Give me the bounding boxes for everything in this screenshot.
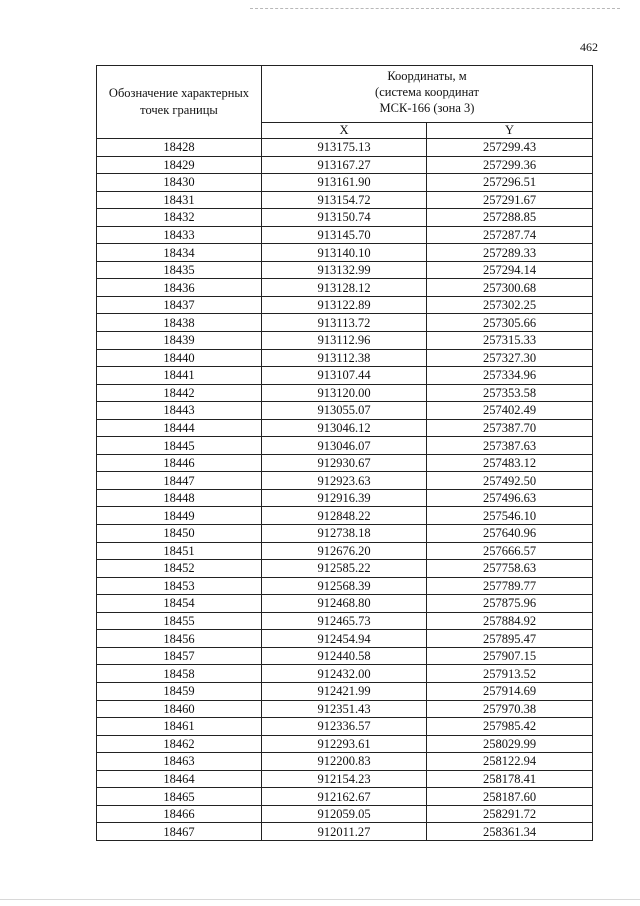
point-id-cell: 18456	[97, 630, 262, 648]
x-coordinate-cell: 912916.39	[262, 489, 427, 507]
x-coordinate-cell: 912585.22	[262, 560, 427, 578]
y-coordinate-cell: 258361.34	[427, 823, 593, 841]
point-id-cell: 18446	[97, 454, 262, 472]
table-row	[97, 191, 593, 209]
point-id-cell: 18462	[97, 735, 262, 753]
y-coordinate-cell: 257666.57	[427, 542, 593, 560]
x-coordinate-cell: 913112.38	[262, 349, 427, 367]
y-coordinate-cell: 257985.42	[427, 718, 593, 736]
x-coordinate-cell: 912351.43	[262, 700, 427, 718]
y-coordinate-cell: 257907.15	[427, 647, 593, 665]
table-row	[97, 577, 593, 595]
x-coordinate-cell: 912200.83	[262, 753, 427, 771]
table-row	[97, 174, 593, 192]
point-id-cell: 18455	[97, 612, 262, 630]
table-row	[97, 139, 593, 157]
table-row	[97, 156, 593, 174]
y-coordinate-cell: 257387.70	[427, 419, 593, 437]
x-coordinate-cell: 912923.63	[262, 472, 427, 490]
x-coordinate-cell: 913046.12	[262, 419, 427, 437]
table-row	[97, 209, 593, 227]
x-coordinate-cell: 913046.07	[262, 437, 427, 455]
x-coordinate-cell: 912738.18	[262, 525, 427, 543]
point-id-cell: 18447	[97, 472, 262, 490]
y-coordinate-cell: 257296.51	[427, 174, 593, 192]
x-coordinate-cell: 913107.44	[262, 367, 427, 385]
y-coordinate-cell: 257327.30	[427, 349, 593, 367]
table-row	[97, 612, 593, 630]
y-coordinate-cell: 257300.68	[427, 279, 593, 297]
table-row	[97, 507, 593, 525]
y-coordinate-cell: 258178.41	[427, 770, 593, 788]
x-coordinate-cell: 912162.67	[262, 788, 427, 806]
point-id-cell: 18458	[97, 665, 262, 683]
x-coordinate-cell: 912432.00	[262, 665, 427, 683]
y-coordinate-cell: 257402.49	[427, 402, 593, 420]
x-coordinate-cell: 912059.05	[262, 805, 427, 823]
y-coordinate-cell: 257640.96	[427, 525, 593, 543]
x-coordinate-cell: 912154.23	[262, 770, 427, 788]
point-id-cell: 18439	[97, 332, 262, 350]
x-coordinate-cell: 912011.27	[262, 823, 427, 841]
bottom-scan-edge	[0, 899, 640, 900]
y-coordinate-cell: 257758.63	[427, 560, 593, 578]
table-row	[97, 226, 593, 244]
y-coordinate-cell: 257387.63	[427, 437, 593, 455]
x-coordinate-cell: 913113.72	[262, 314, 427, 332]
page-number: 462	[580, 40, 598, 54]
point-id-cell: 18459	[97, 682, 262, 700]
point-id-cell: 18434	[97, 244, 262, 262]
table-row	[97, 489, 593, 507]
x-coordinate-cell: 912468.80	[262, 595, 427, 613]
table-header	[97, 66, 593, 139]
x-coordinate-cell: 913122.89	[262, 296, 427, 314]
point-id-cell: 18430	[97, 174, 262, 192]
y-coordinate-cell: 258122.94	[427, 753, 593, 771]
y-coordinate-cell: 257483.12	[427, 454, 593, 472]
y-coordinate-cell: 257895.47	[427, 630, 593, 648]
table-body	[97, 139, 593, 841]
point-label-header: Обозначение характерных точек границы	[97, 66, 262, 139]
y-coordinate-cell: 257305.66	[427, 314, 593, 332]
y-coordinate-cell: 257353.58	[427, 384, 593, 402]
boundary-coordinates-table	[96, 65, 593, 841]
table-row	[97, 419, 593, 437]
table-row	[97, 647, 593, 665]
x-coordinate-cell: 913145.70	[262, 226, 427, 244]
table-row	[97, 244, 593, 262]
x-coordinate-cell: 912454.94	[262, 630, 427, 648]
point-id-cell: 18452	[97, 560, 262, 578]
y-coordinate-cell: 257789.77	[427, 577, 593, 595]
table-row	[97, 349, 593, 367]
x-coordinate-cell: 913150.74	[262, 209, 427, 227]
y-coordinate-cell: 257291.67	[427, 191, 593, 209]
coordinates-header	[262, 66, 593, 123]
point-id-cell: 18454	[97, 595, 262, 613]
top-scan-line	[250, 8, 620, 9]
y-coordinate-cell: 257914.69	[427, 682, 593, 700]
table-row	[97, 735, 593, 753]
coordinates-table-container	[96, 65, 592, 841]
point-id-cell: 18464	[97, 770, 262, 788]
x-coordinate-cell: 913175.13	[262, 139, 427, 157]
point-id-cell: 18428	[97, 139, 262, 157]
table-row	[97, 261, 593, 279]
point-id-cell: 18451	[97, 542, 262, 560]
y-coordinate-cell: 257299.43	[427, 139, 593, 157]
point-id-cell: 18431	[97, 191, 262, 209]
table-row	[97, 770, 593, 788]
coordinates-title-line-1: Координаты, м	[387, 69, 467, 83]
point-id-cell: 18460	[97, 700, 262, 718]
table-row	[97, 437, 593, 455]
point-id-cell: 18438	[97, 314, 262, 332]
point-id-cell: 18429	[97, 156, 262, 174]
point-id-cell: 18463	[97, 753, 262, 771]
point-id-cell: 18440	[97, 349, 262, 367]
x-coordinate-cell: 912293.61	[262, 735, 427, 753]
x-coordinate-cell: 913112.96	[262, 332, 427, 350]
point-id-cell: 18443	[97, 402, 262, 420]
x-coordinate-cell: 912465.73	[262, 612, 427, 630]
y-coordinate-cell: 257315.33	[427, 332, 593, 350]
table-row	[97, 682, 593, 700]
table-row	[97, 402, 593, 420]
point-id-cell: 18465	[97, 788, 262, 806]
header-row-main	[97, 66, 593, 123]
point-id-cell: 18436	[97, 279, 262, 297]
point-id-cell: 18449	[97, 507, 262, 525]
table-row	[97, 753, 593, 771]
y-coordinate-cell: 257875.96	[427, 595, 593, 613]
x-coordinate-cell: 913167.27	[262, 156, 427, 174]
x-coordinate-cell: 912336.57	[262, 718, 427, 736]
table-row	[97, 700, 593, 718]
x-coordinate-cell: 912930.67	[262, 454, 427, 472]
y-coordinate-cell: 258187.60	[427, 788, 593, 806]
table-row	[97, 665, 593, 683]
y-coordinate-cell: 257334.96	[427, 367, 593, 385]
table-row	[97, 332, 593, 350]
y-coordinate-cell: 257492.50	[427, 472, 593, 490]
y-coordinate-cell: 257546.10	[427, 507, 593, 525]
point-id-cell: 18461	[97, 718, 262, 736]
x-coordinate-cell: 912421.99	[262, 682, 427, 700]
table-row	[97, 472, 593, 490]
y-coordinate-cell: 257302.25	[427, 296, 593, 314]
table-row	[97, 279, 593, 297]
point-id-cell: 18441	[97, 367, 262, 385]
x-coordinate-cell: 913161.90	[262, 174, 427, 192]
coordinates-title-line-2: (система координат	[375, 85, 479, 99]
x-coordinate-cell: 913055.07	[262, 402, 427, 420]
point-id-cell: 18432	[97, 209, 262, 227]
y-coordinate-cell: 257496.63	[427, 489, 593, 507]
x-coordinate-cell: 913128.12	[262, 279, 427, 297]
point-id-cell: 18433	[97, 226, 262, 244]
y-coordinate-cell: 257287.74	[427, 226, 593, 244]
y-coordinate-cell: 257299.36	[427, 156, 593, 174]
point-id-cell: 18435	[97, 261, 262, 279]
y-coordinate-cell: 257884.92	[427, 612, 593, 630]
x-column-header: X	[262, 123, 427, 139]
table-row	[97, 454, 593, 472]
point-id-cell: 18442	[97, 384, 262, 402]
point-id-cell: 18437	[97, 296, 262, 314]
table-row	[97, 823, 593, 841]
x-coordinate-cell: 912848.22	[262, 507, 427, 525]
point-id-cell: 18448	[97, 489, 262, 507]
table-row	[97, 718, 593, 736]
table-row	[97, 367, 593, 385]
y-coordinate-cell: 258029.99	[427, 735, 593, 753]
table-row	[97, 805, 593, 823]
table-row	[97, 314, 593, 332]
y-coordinate-cell: 257294.14	[427, 261, 593, 279]
y-column-header: Y	[427, 123, 593, 139]
point-id-cell: 18445	[97, 437, 262, 455]
x-coordinate-cell: 913140.10	[262, 244, 427, 262]
x-coordinate-cell: 912568.39	[262, 577, 427, 595]
table-row	[97, 595, 593, 613]
point-id-cell: 18444	[97, 419, 262, 437]
point-id-cell: 18467	[97, 823, 262, 841]
point-id-cell: 18450	[97, 525, 262, 543]
table-row	[97, 384, 593, 402]
x-coordinate-cell: 913132.99	[262, 261, 427, 279]
x-coordinate-cell: 913154.72	[262, 191, 427, 209]
x-coordinate-cell: 912676.20	[262, 542, 427, 560]
coordinates-title-line-3: МСК-166 (зона 3)	[379, 101, 475, 115]
point-id-cell: 18466	[97, 805, 262, 823]
y-coordinate-cell: 257288.85	[427, 209, 593, 227]
y-coordinate-cell: 257970.38	[427, 700, 593, 718]
table-row	[97, 630, 593, 648]
table-row	[97, 560, 593, 578]
x-coordinate-cell: 913120.00	[262, 384, 427, 402]
table-row	[97, 542, 593, 560]
point-id-cell: 18453	[97, 577, 262, 595]
y-coordinate-cell: 257289.33	[427, 244, 593, 262]
y-coordinate-cell: 257913.52	[427, 665, 593, 683]
point-id-cell: 18457	[97, 647, 262, 665]
table-row	[97, 296, 593, 314]
x-coordinate-cell: 912440.58	[262, 647, 427, 665]
table-row	[97, 788, 593, 806]
table-row	[97, 525, 593, 543]
y-coordinate-cell: 258291.72	[427, 805, 593, 823]
